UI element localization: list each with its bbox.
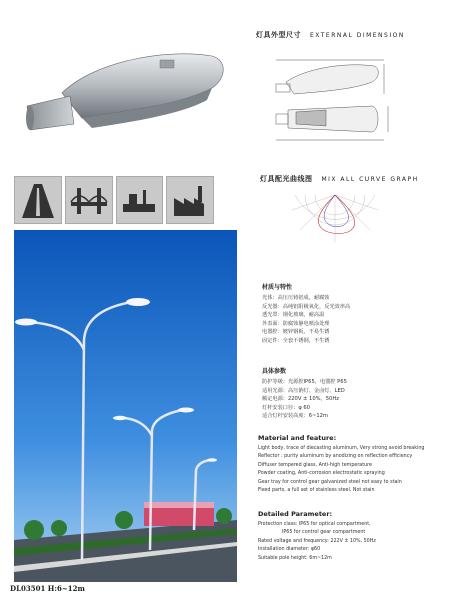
params-line: 灯杆安装口径：φ 60 — [262, 404, 310, 411]
model-caption: DL03501 H:6~12m — [10, 584, 85, 593]
materials-line: 外表面：防腐蚀静电喷涂处理 — [262, 320, 330, 327]
detail-en-heading: Detailed Parameter: — [258, 510, 333, 518]
material-en-line: Gear tray for control gear galvanized steel not easy to stain — [258, 479, 402, 485]
detail-en-line: Installation diameter: φ60 — [258, 547, 321, 553]
application-icons — [14, 176, 214, 226]
material-en-line: Diffuser tempered glass, Anti-high temperature — [258, 462, 372, 468]
light-curve-graph — [290, 190, 380, 250]
curve-title-cn: 灯具配光曲线图 — [260, 175, 313, 183]
materials-line: 反光器：高纯铝阳极氧化，反光效率高 — [262, 303, 351, 310]
materials-heading: 材质与特性 — [262, 284, 293, 291]
detail-en-line: Suitable pole height: 6m~12m — [258, 555, 332, 561]
params-line: 适用光源：高压钠灯、金卤灯、LED — [262, 387, 345, 394]
material-en-line: Powder coating, Anti-corrosion electrostatic spraying — [258, 471, 385, 477]
materials-line: 电器腔：镀锌钢板，不易生锈 — [262, 329, 330, 336]
material-en-line: Fixed parts, a full set of stainless steel, Not stain — [258, 488, 375, 494]
street-lamp-head-image — [22, 38, 232, 148]
curve-title-en: MIX ALL CURVE GRAPH — [321, 176, 419, 183]
params-list — [262, 378, 347, 421]
params-line: 防护等级：光源腔IP65，电器腔 P65 — [262, 379, 347, 385]
materials-line: 光体：高压压铸铝成，耐腐蚀 — [262, 295, 330, 301]
dimension-drawing — [266, 50, 396, 150]
dimension-title — [256, 30, 405, 40]
detail-en-list — [258, 521, 376, 563]
dimension-title-en: EXTERNAL DIMENSION — [309, 32, 405, 39]
dimension-title-cn: 灯具外型尺寸 — [256, 31, 301, 39]
road-icon — [14, 176, 62, 224]
material-en-list — [258, 445, 424, 495]
port-icon — [116, 176, 164, 224]
materials-list — [262, 294, 350, 346]
bridge-icon — [65, 176, 113, 224]
lamp-photo — [22, 38, 232, 148]
material-en-heading: Material and feature: — [258, 434, 337, 442]
detail-en-line: IP65 for control gear compartment — [282, 530, 366, 536]
materials-line: 固定件：全套不锈钢，不生锈 — [262, 337, 330, 344]
street-photo — [14, 230, 237, 582]
materials-line: 透光罩：钢化玻璃，耐高温 — [262, 312, 325, 319]
material-en-line: Reflector : purity aluminum by anodizing on reflection efficiency — [258, 454, 413, 460]
params-line: 额定电源：220V ± 10%，50Hz — [262, 396, 339, 403]
params-line: 适合灯杆安装高度：6~12m — [262, 413, 328, 420]
params-heading: 具体参数 — [262, 368, 287, 375]
detail-en-line: Rated voltage and frequency: 222V ± 10%, 50Hz — [258, 538, 376, 544]
detail-en-line: Protection class: IP65 for optical compartment, — [258, 522, 371, 527]
material-en-line: Light body, trace of diecasting aluminum, Very strong avoid breaking — [258, 446, 425, 451]
curve-title — [260, 174, 419, 184]
factory-icon — [166, 176, 214, 224]
